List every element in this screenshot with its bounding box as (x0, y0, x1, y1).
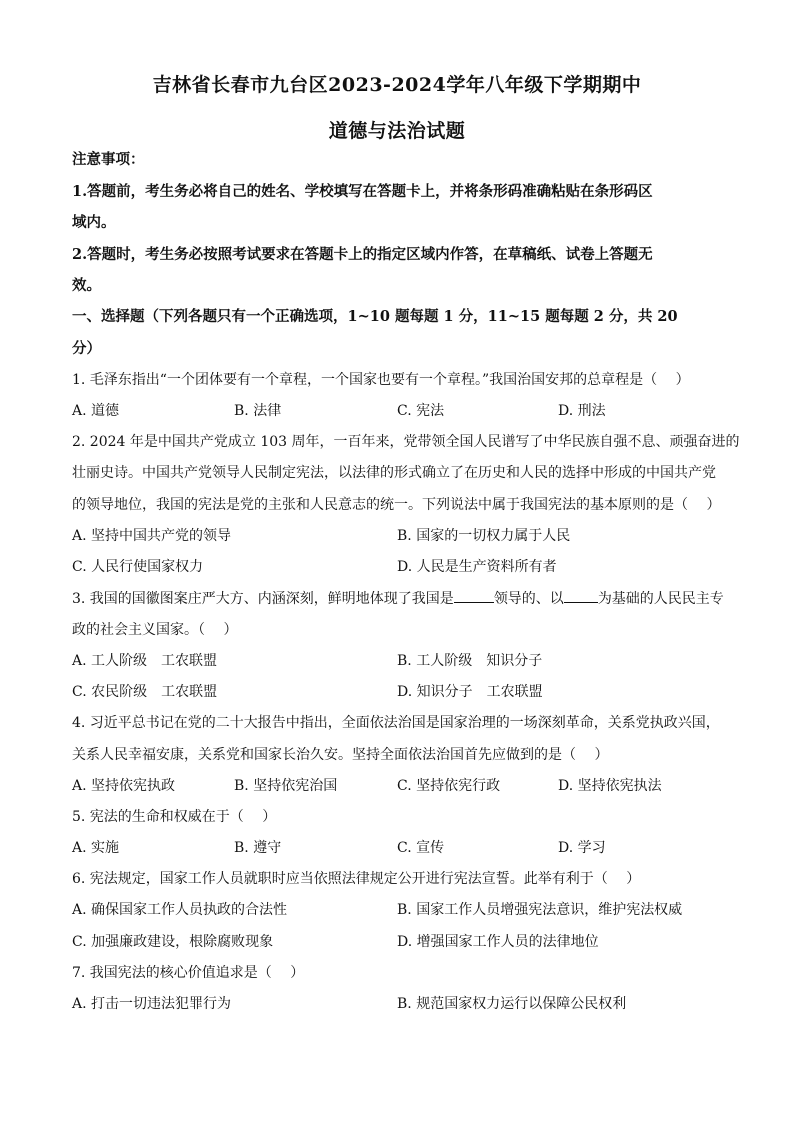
question-5-option-b[interactable]: B. 遵守 (234, 840, 282, 856)
notice-heading: 注意事项： (72, 151, 145, 168)
section-heading: 一、选择题（下列各题只有一个正确选项，1~10 题每题 1 分，11~15 题每题 2 分，共 20 (72, 308, 678, 325)
question-6-stem: 6. 宪法规定，国家工作人员就职时应当依照法律规定公开进行宪法宣誓。此举有利于（ ） (72, 871, 641, 887)
exam-title: 吉林省长春市九台区2023-2024学年八年级下学期期中 (152, 74, 642, 96)
question-1-option-c[interactable]: C. 宪法 (397, 403, 445, 419)
question-6-option-d[interactable]: D. 增强国家工作人员的法律地位 (397, 934, 599, 950)
question-5-option-c[interactable]: C. 宣传 (397, 840, 445, 856)
answer-blank-1 (454, 588, 494, 603)
question-4-option-d[interactable]: D. 坚持依宪执法 (558, 778, 662, 794)
question-3-option-b[interactable]: B. 工人阶级 知识分子 (397, 653, 543, 669)
question-4-stem-line-2: 关系人民幸福安康，关系党和国家长治久安。坚持全面依法治国首先应做到的是（ ） (72, 747, 609, 763)
exam-subject-title: 道德与法治试题 (328, 120, 466, 142)
question-7-option-b[interactable]: B. 规范国家权力运行以保障公民权利 (397, 996, 627, 1012)
question-4-option-a[interactable]: A. 坚持依宪执政 (72, 778, 176, 794)
section-heading-cont: 分） (72, 340, 101, 357)
question-4-option-c[interactable]: C. 坚持依宪行政 (397, 778, 501, 794)
question-1-option-b[interactable]: B. 法律 (234, 403, 282, 419)
question-3-stem-part-3: 为基础的人民民主专 (597, 591, 724, 607)
question-3-stem-part-1: 3. 我国的国徽图案庄严大方、内涵深刻，鲜明地体现了我国是 (72, 591, 454, 607)
question-2-option-d[interactable]: D. 人民是生产资料所有者 (397, 559, 557, 575)
question-6-option-b[interactable]: B. 国家工作人员增强宪法意识，维护宪法权威 (397, 902, 683, 918)
question-6-option-c[interactable]: C. 加强廉政建设，根除腐败现象 (72, 934, 274, 950)
question-1-option-a[interactable]: A. 道德 (72, 403, 120, 419)
question-3-stem-part-2: 领导的、以 (493, 591, 564, 607)
question-3-option-d[interactable]: D. 知识分子 工农联盟 (397, 684, 543, 700)
question-1-option-d[interactable]: D. 刑法 (558, 403, 606, 419)
question-2-option-c[interactable]: C. 人民行使国家权力 (72, 559, 204, 575)
answer-blank-2 (564, 588, 598, 603)
notice-item-2: 2.答题时，考生务必按照考试要求在答题卡上的指定区域内作答，在草稿纸、试卷上答题无 (72, 246, 653, 263)
question-2-option-a[interactable]: A. 坚持中国共产党的领导 (72, 528, 232, 544)
question-2-stem-line-1: 2. 2024 年是中国共产党成立 103 周年，一百年来，党带领全国人民谱写了中华民族自强不息、顽强奋进的 (72, 434, 740, 450)
notice-item-2-cont: 效。 (72, 277, 101, 294)
question-1-stem: 1. 毛泽东指出“一个团体要有一个章程，一个国家也要有一个章程。”我国治国安邦的总章程是（ ） (72, 372, 690, 388)
question-5-stem: 5. 宪法的生命和权威在于（ ） (72, 809, 277, 825)
question-2-option-b[interactable]: B. 国家的一切权力属于人民 (397, 528, 571, 544)
notice-item-1: 1.答题前，考生务必将自己的姓名、学校填写在答题卡上，并将条形码准确粘贴在条形码区 (72, 183, 653, 200)
question-2-stem-line-2: 壮丽史诗。中国共产党领导人民制定宪法，以法律的形式确立了在历史和人民的选择中形成的中国共产党 (72, 465, 716, 481)
notice-item-1-cont: 域内。 (72, 214, 116, 231)
question-3-option-c[interactable]: C. 农民阶级 工农联盟 (72, 684, 218, 700)
question-7-option-a[interactable]: A. 打击一切违法犯罪行为 (72, 996, 232, 1012)
question-4-option-b[interactable]: B. 坚持依宪治国 (234, 778, 338, 794)
question-5-option-a[interactable]: A. 实施 (72, 840, 120, 856)
question-3-option-a[interactable]: A. 工人阶级 工农联盟 (72, 653, 218, 669)
question-3-stem-line-1 (72, 588, 732, 609)
question-5-option-d[interactable]: D. 学习 (558, 840, 606, 856)
question-6-option-a[interactable]: A. 确保国家工作人员执政的合法性 (72, 902, 288, 918)
question-3-stem-line-2: 政的社会主义国家。（ ） (72, 622, 238, 638)
question-7-stem: 7. 我国宪法的核心价值追求是（ ） (72, 965, 305, 981)
question-2-stem-line-3: 的领导地位，我国的宪法是党的主张和人民意志的统一。下列说法中属于我国宪法的基本原则的是（ ） (72, 497, 721, 513)
question-4-stem-line-1: 4. 习近平总书记在党的二十大报告中指出，全面依法治国是国家治理的一场深刻革命，关系党执政兴国， (72, 715, 720, 731)
